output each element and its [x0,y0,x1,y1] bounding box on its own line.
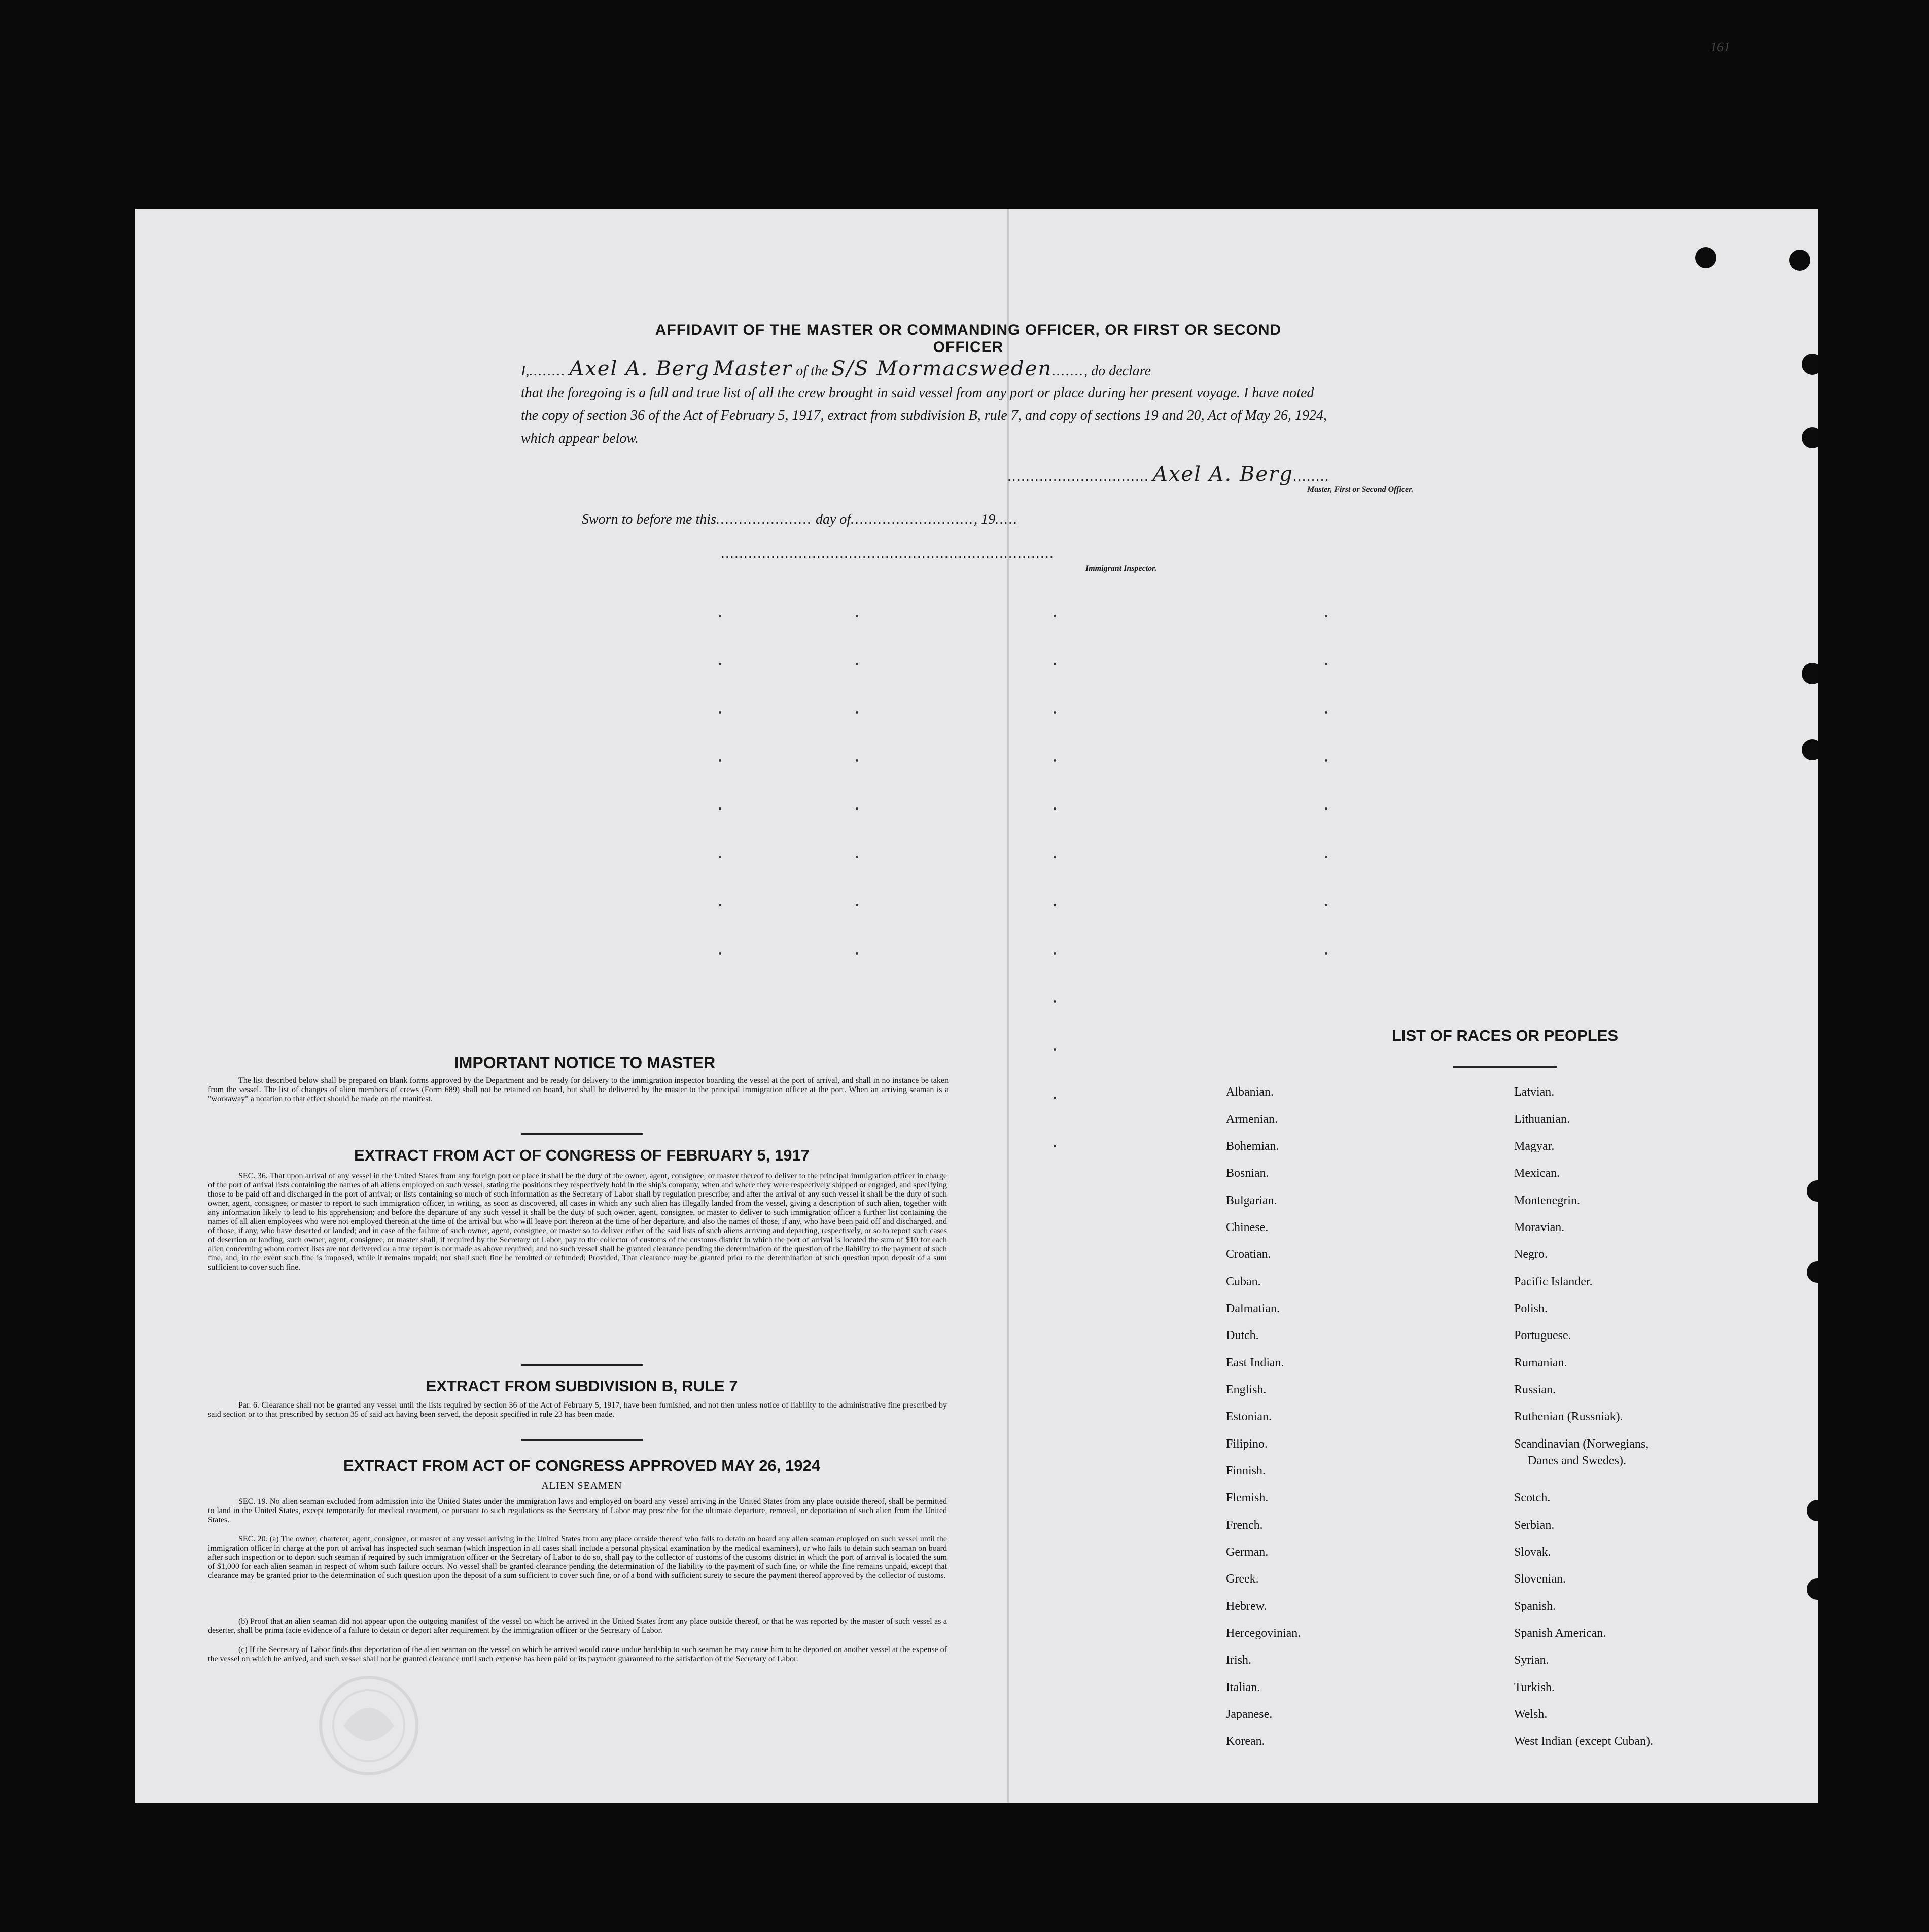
affidavit-declare: , do declare [1084,363,1151,379]
race-item: Scotch. [1514,1491,1551,1504]
divider [521,1133,643,1135]
affidavit-of-the: of the [796,363,828,379]
sec20a-body: SEC. 20. (a) The owner, charterer, agent, consignee, or master of any vessel arriving in the United States from any place outside thereof who fails to detain on board any alien seaman employed on such vessel until the immigration officer in charge at the port of arrival has inspected such seaman (which inspection in all cases shall include a personal physical examination by the medical examiners), or who fails to detain such seaman on board after such inspection or to deport such seaman if required by such immigration officer or the Secretary of Labor to do so, shall pay to the collector of customs of the customs district in which the port of arrival is located the sum of $1,000 for each alien seaman in respect of whom such failure occurs. No vessel shall be granted clearance pending the determination of the liability to the payment of such fine, or while the fine remains unpaid, except that clearance may be granted prior to the determination of such question upon the deposit of a sum sufficient to cover such fine, or of a bond with sufficient surety to secure the payment thereof approved by the collector of customs. [208,1535,947,1580]
race-item: Russian. [1514,1383,1556,1396]
affidavit-line-4: which appear below. [521,431,639,446]
binder-hole [1802,663,1818,684]
race-item: Estonian. [1226,1410,1272,1423]
inspector-line: ......................................................................... [721,546,1055,561]
page-number: 161 [1710,40,1730,54]
race-item: Hercegovinian. [1226,1627,1301,1640]
races-title: LIST OF RACES OR PEOPLES [1391,1027,1619,1044]
divider [521,1439,643,1441]
binder-hole [1802,354,1818,375]
handwritten-rank: Master [713,357,793,380]
binder-hole [1807,1261,1818,1283]
race-item: Dalmatian. [1226,1302,1280,1315]
sworn-prefix: Sworn to before me this [582,512,716,528]
column-marks [1054,615,1058,1193]
race-item: Japanese. [1226,1708,1273,1721]
race-item: Negro. [1514,1248,1548,1261]
race-item: West Indian (except Cuban). [1514,1735,1653,1748]
race-item: Finnish. [1226,1464,1266,1478]
sworn-year: , 19 [974,512,996,528]
handwritten-vessel-name: S/S Mormacsweden [831,357,1053,380]
race-item: Ruthenian (Russniak). [1514,1410,1623,1423]
race-item: Portuguese. [1514,1329,1571,1342]
binder-hole [1802,739,1818,760]
affidavit-title: AFFIDAVIT OF THE MASTER OR COMMANDING OFFICER, OR FIRST OR SECOND OFFICER [655,322,1282,356]
race-item: Filipino. [1226,1437,1268,1451]
binder-hole [1807,1180,1818,1202]
affidavit-line-1: I,........ Axel A. Berg Master of the S/S Mormacsweden......., do declare [521,357,1151,380]
race-item: Spanish American. [1514,1627,1606,1640]
handwritten-master-name: Axel A. Berg [569,357,710,380]
race-item: Scandinavian (Norwegians, [1514,1437,1649,1451]
race-item: Slovak. [1514,1545,1551,1559]
race-item: Bohemian. [1226,1140,1279,1153]
extract-1924-subtitle: ALIEN SEAMEN [541,1480,622,1491]
race-item: French. [1226,1519,1263,1532]
race-item: Serbian. [1514,1519,1555,1532]
rule7-title: EXTRACT FROM SUBDIVISION B, RULE 7 [426,1377,738,1395]
race-item: Moravian. [1514,1221,1565,1234]
race-item: Albanian. [1226,1085,1274,1099]
race-item: Latvian. [1514,1085,1555,1099]
sworn-line: Sworn to before me this..................... day of..........................., 19..... [582,512,1019,528]
inspector-caption: Immigrant Inspector. [1085,564,1157,573]
binder-hole [1789,250,1810,271]
race-item: Rumanian. [1514,1356,1567,1369]
race-item: Dutch. [1226,1329,1259,1342]
binder-hole [1807,1578,1818,1600]
binder-hole [1695,247,1716,268]
race-item: Greek. [1226,1572,1259,1586]
extract-1924-title: EXTRACT FROM ACT OF CONGRESS APPROVED MAY 26, 1924 [343,1457,820,1474]
bleed-through-text [957,250,967,277]
race-item: Bosnian. [1226,1167,1269,1180]
races-divider [1453,1066,1557,1068]
race-item: Cuban. [1226,1275,1261,1288]
notice-title: IMPORTANT NOTICE TO MASTER [454,1053,716,1072]
race-item: Bulgarian. [1226,1194,1277,1207]
extract-1917-body: SEC. 36. That upon arrival of any vessel in the United States from any foreign port or place it shall be the duty of the owner, agent, consignee, or master thereof to deliver to the principal immigration officer in charge of the port of arrival lists containing the names of all aliens employed on such vessel, stating the positions they respectively hold in the ship's company, when and where they were respectively shipped or engaged, and specifying those to be paid off and discharged in the port of arrival; or lists containing so much of such information as the Secretary of Labor shall by regulation prescribe; and after the arrival of any such vessel it shall be the duty of such owner, agent, consignee, or master to report to such immigration officer, in writing, as soon as discovered, all cases in which any such alien has illegally landed from the vessel, giving a description of such alien, together with any information likely to lead to his apprehension; and before the departure of any such vessel it shall be the duty of such owner, agent, consignee, or master to deliver to such immigration officer a further list containing the names of all alien employees who were not employed thereon at the time of the arrival but who will leave port thereon at the time of her departure, and also the names of those, if any, who have been paid off and discharged, and of those, if any, who have deserted or landed; and in case of the failure of such owner, agent, consignee, or master so to deliver either of the said lists of such aliens arriving and departing, respectively, or so to report such cases of desertion or landing, such owner, agent, consignee, or master shall, if required by the Secretary of Labor, pay to the collector of customs of the customs district in which the port of arrival is located the sum of $10 for each alien concerning whom correct lists are not delivered or a true report is not made as above required; and no such vessel shall be granted clearance pending the determination of the question of the liability to the payment of such fine, and, in the event such fine is imposed, while it remains unpaid; nor shall such fine be remitted or refunded; Provided, That clearance may be granted prior to the determination of such question upon deposit of a sum sufficient to cover such fine. [208,1172,947,1272]
column-marks [719,615,723,1000]
binder-hole [1802,427,1818,448]
race-item: Armenian. [1226,1113,1278,1126]
race-item: Slovenian. [1514,1572,1566,1586]
race-item: Polish. [1514,1302,1548,1315]
master-signature: Axel A. Berg [1153,463,1293,486]
race-item: Pacific Islander. [1514,1275,1593,1288]
race-item: German. [1226,1545,1269,1559]
race-item: Danes and Swedes). [1528,1454,1626,1467]
rule7-body: Par. 6. Clearance shall not be granted any vessel until the lists required by section 36 of the Act of February 5, 1917, have been furnished, and not then unless notice of liability to the administrative fine prescribed by said section or to that prescribed by section 35 of said act having been served, the deposit specified in rule 23 has been made. [208,1401,947,1419]
race-item: Flemish. [1226,1491,1269,1504]
column-marks [1325,615,1329,1000]
race-item: Mexican. [1514,1167,1560,1180]
race-item: Spanish. [1514,1600,1556,1613]
fold-line [1007,209,1009,1803]
affidavit-line-3: the copy of section 36 of the Act of February 5, 1917, extract from subdivision B, rule 7, and copy of sections 19 and 20, Act of May 26, 1924, [521,408,1327,424]
race-item: East Indian. [1226,1356,1284,1369]
sec20b-body: (b) Proof that an alien seaman did not appear upon the outgoing manifest of the vessel on which he arrived in the United States from any place outside thereof, or that he was reported by the master of such vessel as a deserter, shall be prima facie evidence of a failure to detain or deport after requirement by the immigration officer or the Secretary of Labor. [208,1617,947,1635]
race-item: Korean. [1226,1735,1265,1748]
race-item: Irish. [1226,1654,1251,1667]
signature-line: ............................... Axel A. Berg........ [1008,463,1330,486]
divider [521,1364,643,1366]
race-item: Magyar. [1514,1140,1555,1153]
sec20c-body: (c) If the Secretary of Labor finds that deportation of the alien seaman on the vessel on which he arrived would cause undue hardship to such seaman he may cause him to be deported on another vessel at the expense of the vessel on which he arrived, and such vessel shall not be granted clearance until such expense has been paid or its payment guaranteed to the satisfaction of the Secretary of Labor. [208,1645,947,1663]
affidavit-i: I, [521,363,530,379]
race-item: Welsh. [1514,1708,1548,1721]
race-item: Lithuanian. [1514,1113,1570,1126]
column-marks [856,615,860,1000]
notice-body: The list described below shall be prepared on blank forms approved by the Department and be ready for delivery to the immigration inspector boarding the vessel at the port of arrival, and shall in no instance be taken from the vessel. The list of changes of alien members of crews (Form 689) shall not be retained on board, but shall be delivered by the master to the principal immigration officer at the port. When an arriving seaman is a "workaway" a notation to that effect should be made on the manifest. [208,1076,949,1103]
race-item: Hebrew. [1226,1600,1267,1613]
race-item: Italian. [1226,1681,1260,1694]
race-item: Syrian. [1514,1654,1549,1667]
sec19-body: SEC. 19. No alien seaman excluded from admission into the United States under the immigration laws and employed on board any vessel arriving in the United States from any place outside thereof, shall be permitted to land in the United States, except temporarily for medical treatment, or pursuant to such regulations as the Secretary of Labor may prescribe for the ultimate departure, removal, or deportation of such alien from the United States. [208,1497,947,1524]
race-item: English. [1226,1383,1267,1396]
extract-1917-title: EXTRACT FROM ACT OF CONGRESS OF FEBRUARY 5, 1917 [354,1146,810,1164]
binder-hole [1807,1500,1818,1521]
race-item: Croatian. [1226,1248,1271,1261]
race-item: Montenegrin. [1514,1194,1580,1207]
manifest-sheet [135,209,1818,1803]
affidavit-line-2: that the foregoing is a full and true list of all the crew brought in said vessel from any port or place during her present voyage. I have noted [521,385,1314,401]
race-item: Turkish. [1514,1681,1555,1694]
race-item: Chinese. [1226,1221,1269,1234]
signature-caption: Master, First or Second Officer. [1307,485,1414,494]
sworn-day: day of [815,512,851,528]
embossed-seal [303,1670,435,1781]
